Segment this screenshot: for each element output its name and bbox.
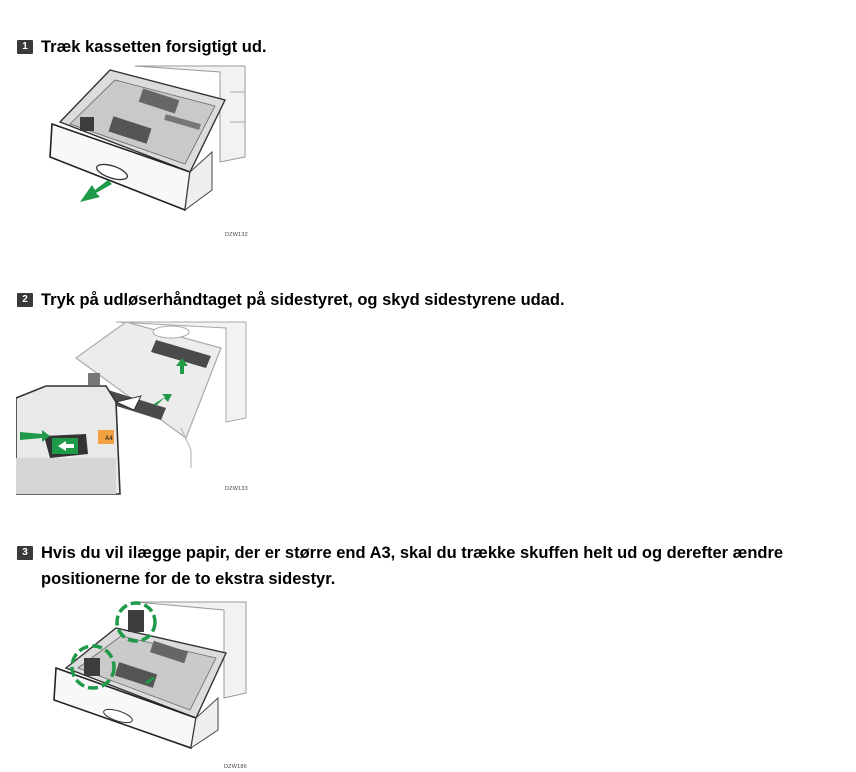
svg-text:A4: A4 <box>105 436 113 442</box>
step-3-illustration <box>46 598 250 768</box>
cassette-pull-out-image <box>40 62 250 222</box>
step-1-text: Træk kassetten forsigtigt ud. <box>41 38 267 56</box>
figure-code: DZW186 <box>224 764 247 770</box>
figure-code: DZW133 <box>225 486 248 492</box>
step-1-illustration <box>40 62 250 238</box>
step-3-text-line-1: Hvis du vil ilægge papir, der er større end A3, skal du trække skuffen helt ud og derefter ændre <box>41 544 784 562</box>
step-3-text-line-2: positionerne for de to ekstra sidestyr. <box>41 570 336 588</box>
extra-side-guides-image <box>46 598 250 758</box>
step-2-text: Tryk på udløserhåndtaget på sidestyret, og skyd sidestyrene udad. <box>41 291 565 309</box>
step-1-number: 1 <box>17 40 33 54</box>
side-guide-release-image <box>16 318 250 496</box>
step-2-number: 2 <box>17 293 33 307</box>
figure-code: DZW132 <box>225 232 248 238</box>
step-2-illustration <box>16 318 250 496</box>
step-3-number: 3 <box>17 546 33 560</box>
